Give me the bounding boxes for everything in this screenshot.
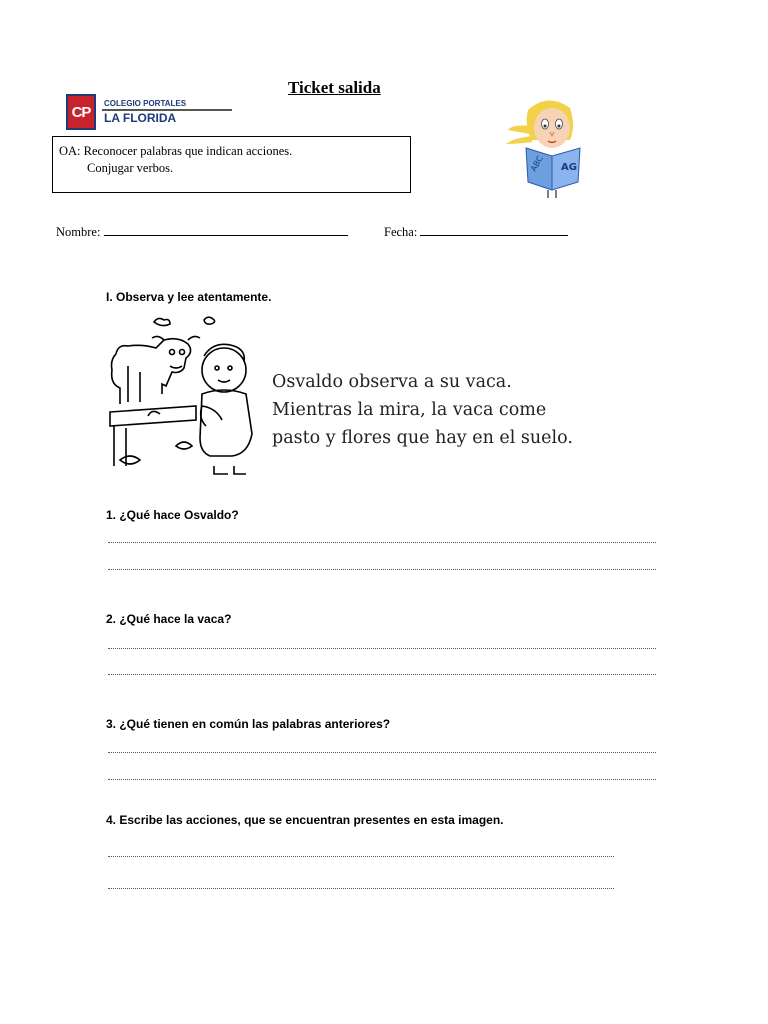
answer-line[interactable] (108, 542, 656, 543)
answer-line[interactable] (108, 648, 656, 649)
date-input-line[interactable] (420, 224, 568, 236)
svg-text:ABC: ABC (528, 154, 545, 173)
answer-line[interactable] (108, 856, 614, 857)
story-line: pasto y flores que hay en el suelo. (272, 428, 573, 448)
name-label: Nombre: (56, 225, 101, 239)
objective-box (52, 136, 411, 193)
story-text (272, 368, 573, 452)
girl-reading-icon (504, 96, 596, 200)
section-heading: I. Observa y lee atentamente. (106, 290, 272, 304)
name-field (56, 224, 348, 240)
boy-and-cow-illustration (106, 316, 262, 478)
question-1: 1. ¿Qué hace Osvaldo? (106, 508, 239, 522)
question-4: 4. Escribe las acciones, que se encuentran presentes en esta imagen. (106, 813, 504, 827)
date-label: Fecha: (384, 225, 418, 239)
answer-line[interactable] (108, 569, 656, 570)
school-logo-icon: CP (66, 94, 96, 130)
svg-text:AG: AG (561, 162, 577, 173)
story-line: Osvaldo observa a su vaca. (272, 372, 512, 392)
answer-line[interactable] (108, 674, 656, 675)
objective-line-2: Conjugar verbos. (87, 161, 174, 175)
answer-line[interactable] (108, 888, 614, 889)
logo-school-name: COLEGIO PORTALES (104, 99, 187, 108)
logo-campus-name: LA FLORIDA (104, 111, 177, 125)
date-field (384, 224, 568, 240)
question-2: 2. ¿Qué hace la vaca? (106, 612, 232, 626)
answer-line[interactable] (108, 752, 656, 753)
page-title: Ticket salida (288, 78, 381, 97)
school-logo (66, 94, 236, 132)
answer-line[interactable] (108, 779, 656, 780)
objective-line-1: OA: Reconocer palabras que indican acciones. (59, 144, 293, 158)
story-line: Mientras la mira, la vaca come (272, 400, 547, 420)
question-3: 3. ¿Qué tienen en común las palabras anteriores? (106, 717, 391, 731)
name-input-line[interactable] (104, 224, 348, 236)
